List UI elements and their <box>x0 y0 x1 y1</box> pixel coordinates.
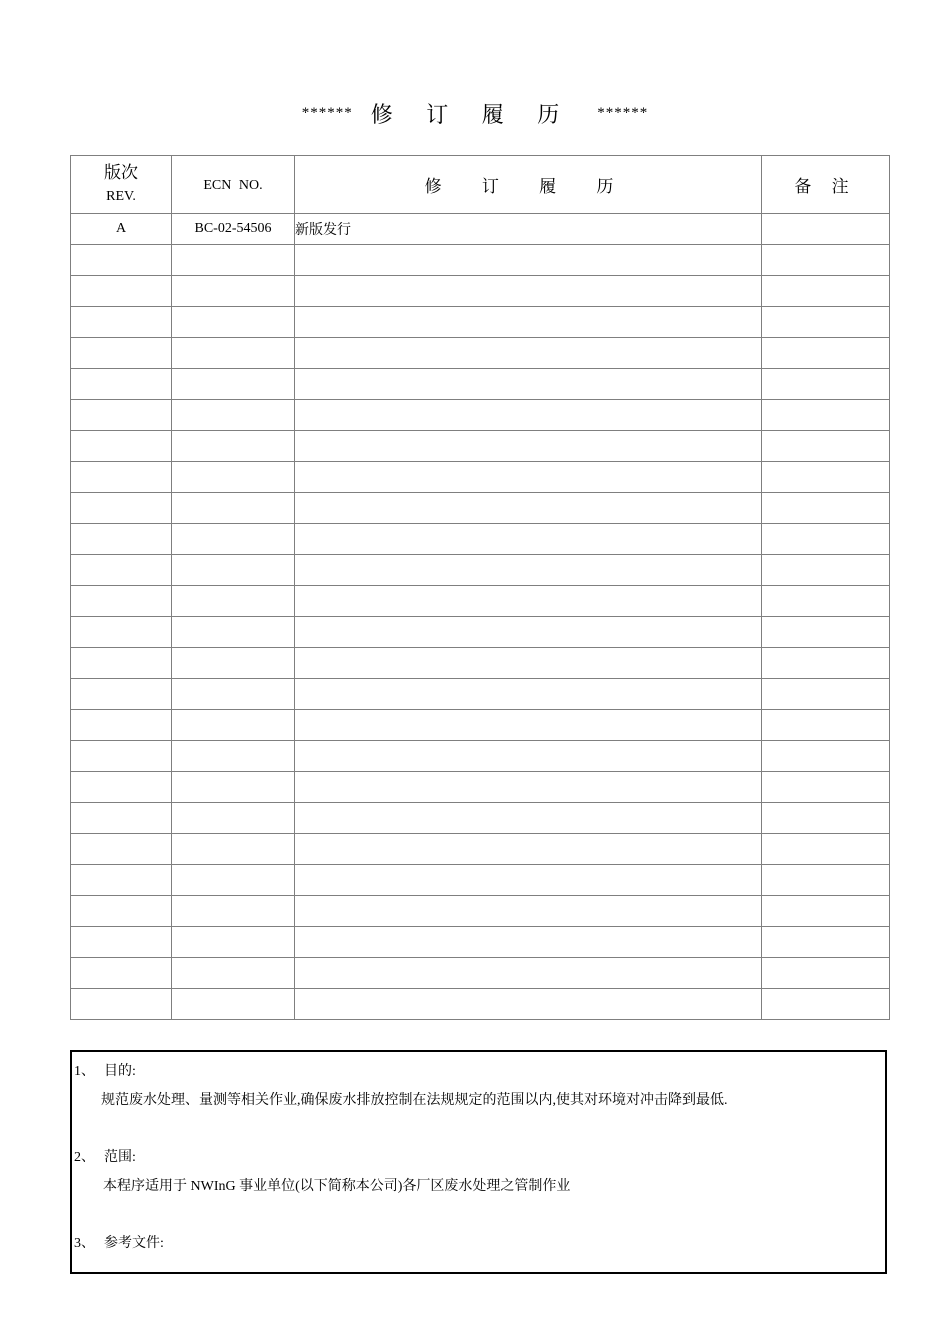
cell-history <box>295 958 762 989</box>
cell-ecn <box>172 369 295 400</box>
cell-history <box>295 989 762 1020</box>
table-row <box>71 927 890 958</box>
cell-remark <box>762 679 890 710</box>
cell-rev <box>71 803 172 834</box>
table-row <box>71 896 890 927</box>
section-scope-body: 本程序适用于 NWInG 事业单位(以下简称本公司)各厂区废水处理之管制作业 <box>103 1179 571 1194</box>
cell-remark <box>762 896 890 927</box>
section-number: 2、 <box>74 1150 95 1165</box>
table-header-row <box>71 156 890 214</box>
cell-ecn <box>172 710 295 741</box>
cell-rev <box>71 617 172 648</box>
cell-history <box>295 245 762 276</box>
header-history-label: 修 订 履 历 <box>424 177 632 196</box>
table-row <box>71 679 890 710</box>
cell-rev <box>71 555 172 586</box>
section-heading: 目的: <box>104 1064 136 1079</box>
cell-rev <box>71 679 172 710</box>
cell-history <box>295 431 762 462</box>
cell-remark <box>762 245 890 276</box>
cell-history <box>295 927 762 958</box>
header-remark <box>762 156 890 214</box>
section-purpose-heading <box>74 1060 136 1080</box>
cell-rev <box>71 896 172 927</box>
section-heading: 范围: <box>104 1150 136 1165</box>
cell-rev <box>71 586 172 617</box>
cell-remark <box>762 524 890 555</box>
cell-remark <box>762 369 890 400</box>
cell-remark <box>762 617 890 648</box>
section-number: 3、 <box>74 1236 95 1251</box>
cell-history <box>295 803 762 834</box>
cell-ecn <box>172 927 295 958</box>
cell-remark <box>762 338 890 369</box>
cell-rev <box>71 431 172 462</box>
table-row <box>71 369 890 400</box>
table-row <box>71 338 890 369</box>
cell-ecn <box>172 989 295 1020</box>
table-row <box>71 803 890 834</box>
title-prefix-stars: ****** <box>301 105 353 121</box>
section-purpose-body: 规范废水处理、量测等相关作业,确保废水排放控制在法规规定的范围以内,使其对环境对冲击降到最低. <box>101 1093 728 1108</box>
cell-history: 新版发行 <box>295 214 762 245</box>
cell-rev <box>71 989 172 1020</box>
header-rev-en: REV. <box>106 188 136 204</box>
cell-rev <box>71 865 172 896</box>
section-number: 1、 <box>74 1064 95 1079</box>
cell-history <box>295 586 762 617</box>
table-row <box>71 834 890 865</box>
cell-history <box>295 338 762 369</box>
cell-ecn <box>172 431 295 462</box>
cell-remark <box>762 493 890 524</box>
cell-remark <box>762 586 890 617</box>
table-row <box>71 741 890 772</box>
table-row <box>71 214 890 245</box>
cell-rev <box>71 524 172 555</box>
cell-rev <box>71 958 172 989</box>
cell-ecn <box>172 865 295 896</box>
cell-remark <box>762 431 890 462</box>
table-row <box>71 989 890 1020</box>
cell-history <box>295 462 762 493</box>
cell-ecn <box>172 586 295 617</box>
cell-history <box>295 710 762 741</box>
cell-history <box>295 276 762 307</box>
cell-ecn <box>172 648 295 679</box>
cell-rev <box>71 927 172 958</box>
cell-history <box>295 865 762 896</box>
cell-ecn <box>172 493 295 524</box>
header-remark-label: 备 注 <box>794 177 857 196</box>
cell-history <box>295 772 762 803</box>
cell-remark <box>762 772 890 803</box>
cell-ecn <box>172 834 295 865</box>
table-row <box>71 276 890 307</box>
table-row <box>71 586 890 617</box>
header-rev-cn: 版次 <box>104 162 138 182</box>
cell-remark <box>762 865 890 896</box>
cell-ecn <box>172 400 295 431</box>
cell-history <box>295 400 762 431</box>
cell-remark <box>762 803 890 834</box>
table-row <box>71 307 890 338</box>
cell-ecn <box>172 772 295 803</box>
cell-remark <box>762 276 890 307</box>
cell-remark <box>762 462 890 493</box>
cell-rev <box>71 245 172 276</box>
cell-history <box>295 617 762 648</box>
cell-rev <box>71 307 172 338</box>
cell-rev: A <box>71 214 172 245</box>
cell-rev <box>71 462 172 493</box>
cell-ecn: BC-02-54506 <box>172 214 295 245</box>
title-text: 修 订 履 历 <box>370 102 574 127</box>
cell-rev <box>71 493 172 524</box>
cell-history <box>295 524 762 555</box>
cell-rev <box>71 369 172 400</box>
cell-ecn <box>172 617 295 648</box>
table-row <box>71 865 890 896</box>
cell-ecn <box>172 462 295 493</box>
cell-ecn <box>172 555 295 586</box>
cell-history <box>295 679 762 710</box>
revision-history-table <box>70 155 890 1020</box>
cell-ecn <box>172 524 295 555</box>
cell-rev <box>71 834 172 865</box>
cell-remark <box>762 214 890 245</box>
cell-ecn <box>172 276 295 307</box>
section-heading: 参考文件: <box>104 1236 164 1251</box>
cell-ecn <box>172 245 295 276</box>
table-body <box>71 214 890 1020</box>
title-suffix-stars: ****** <box>597 105 649 121</box>
cell-ecn <box>172 741 295 772</box>
table-row <box>71 431 890 462</box>
table-row <box>71 400 890 431</box>
cell-history <box>295 307 762 338</box>
cell-remark <box>762 989 890 1020</box>
table-row <box>71 245 890 276</box>
header-ecn-label: ECN NO. <box>203 177 263 193</box>
cell-rev <box>71 741 172 772</box>
table-row <box>71 710 890 741</box>
header-rev <box>71 156 172 214</box>
table-row <box>71 617 890 648</box>
table-row <box>71 958 890 989</box>
cell-ecn <box>172 338 295 369</box>
cell-remark <box>762 958 890 989</box>
cell-history <box>295 834 762 865</box>
procedure-info-box <box>70 1050 887 1274</box>
cell-rev <box>71 338 172 369</box>
cell-remark <box>762 555 890 586</box>
cell-history <box>295 648 762 679</box>
cell-remark <box>762 741 890 772</box>
header-history <box>295 156 762 214</box>
section-references-heading <box>74 1232 164 1252</box>
cell-ecn <box>172 896 295 927</box>
table-row <box>71 772 890 803</box>
section-scope-heading <box>74 1146 136 1166</box>
cell-rev <box>71 276 172 307</box>
cell-rev <box>71 648 172 679</box>
cell-history <box>295 369 762 400</box>
table-row <box>71 524 890 555</box>
cell-remark <box>762 648 890 679</box>
cell-history <box>295 741 762 772</box>
page-title <box>0 98 950 129</box>
table-row <box>71 462 890 493</box>
table-row <box>71 555 890 586</box>
header-ecn <box>172 156 295 214</box>
cell-ecn <box>172 803 295 834</box>
cell-ecn <box>172 307 295 338</box>
cell-rev <box>71 400 172 431</box>
cell-history <box>295 493 762 524</box>
cell-remark <box>762 400 890 431</box>
cell-remark <box>762 834 890 865</box>
cell-ecn <box>172 958 295 989</box>
cell-rev <box>71 710 172 741</box>
cell-remark <box>762 307 890 338</box>
cell-ecn <box>172 679 295 710</box>
cell-history <box>295 555 762 586</box>
table-row <box>71 493 890 524</box>
cell-history <box>295 896 762 927</box>
table-row <box>71 648 890 679</box>
cell-rev <box>71 772 172 803</box>
cell-remark <box>762 927 890 958</box>
cell-remark <box>762 710 890 741</box>
